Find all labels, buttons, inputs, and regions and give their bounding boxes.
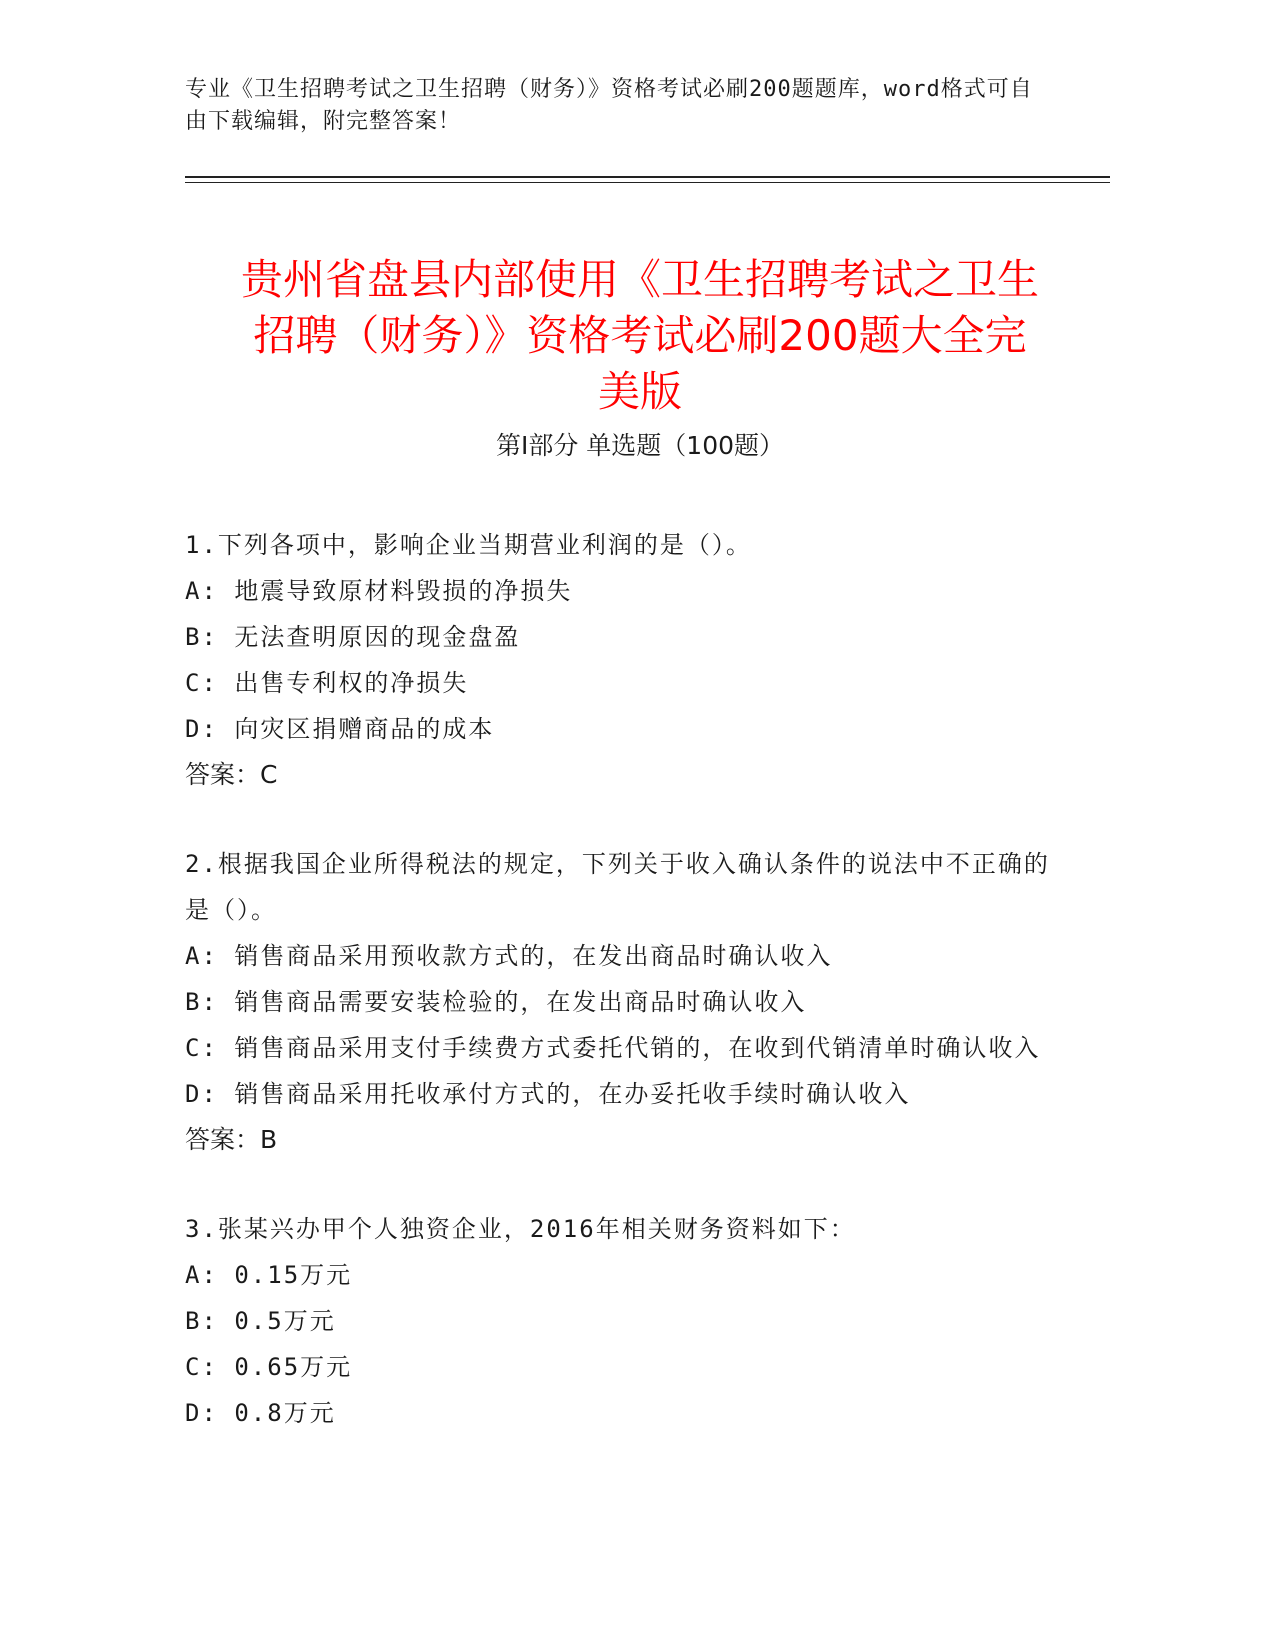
option-a: A: 地震导致原材料毁损的净损失 bbox=[185, 577, 573, 605]
title-line: 贵州省盘县内部使用《卫生招聘考试之卫生 bbox=[240, 255, 1039, 305]
question-stem: 3.张某兴办甲个人独资企业，2016年相关财务资料如下： bbox=[185, 1215, 856, 1243]
option-c: C: 0.65万元 bbox=[185, 1353, 353, 1381]
question-stem: 2.根据我国企业所得税法的规定，下列关于收入确认条件的说法中不正确的是（）。 bbox=[185, 850, 1050, 924]
option-c: C: 销售商品采用支付手续费方式委托代销的，在收到代销清单时确认收入 bbox=[185, 1034, 1041, 1062]
section-title: 第Ⅰ部分 单选题（100题） bbox=[495, 431, 785, 460]
document-title bbox=[185, 252, 1095, 420]
option-b: B: 无法查明原因的现金盘盈 bbox=[185, 623, 521, 651]
question-item bbox=[185, 1206, 1075, 1436]
option-a: A: 销售商品采用预收款方式的，在发出商品时确认收入 bbox=[185, 942, 833, 970]
header-note: 专业《卫生招聘考试之卫生招聘（财务）》资格考试必刷200题题库，word格式可自由下载编辑，附完整答案！ bbox=[185, 77, 1033, 134]
question-item bbox=[185, 522, 1075, 798]
option-a: A: 0.15万元 bbox=[185, 1261, 353, 1289]
option-b: B: 销售商品需要安装检验的，在发出商品时确认收入 bbox=[185, 988, 807, 1016]
question-stem: 1.下列各项中，影响企业当期营业利润的是（）。 bbox=[185, 531, 752, 559]
question-list bbox=[185, 522, 1075, 1479]
option-c: C: 出售专利权的净损失 bbox=[185, 669, 469, 697]
title-line: 招聘（财务）》资格考试必刷200题大全完 bbox=[253, 311, 1027, 361]
header-divider-thick bbox=[185, 176, 1110, 178]
option-b: B: 0.5万元 bbox=[185, 1307, 336, 1335]
answer-line: 答案：C bbox=[185, 760, 278, 789]
question-item bbox=[185, 841, 1075, 1163]
header-divider-thin bbox=[185, 182, 1110, 183]
title-line: 美版 bbox=[597, 367, 682, 417]
option-d: D: 向灾区捐赠商品的成本 bbox=[185, 715, 495, 743]
option-d: D: 0.8万元 bbox=[185, 1399, 336, 1427]
answer-line: 答案：B bbox=[185, 1125, 278, 1154]
option-d: D: 销售商品采用托收承付方式的，在办妥托收手续时确认收入 bbox=[185, 1080, 911, 1108]
